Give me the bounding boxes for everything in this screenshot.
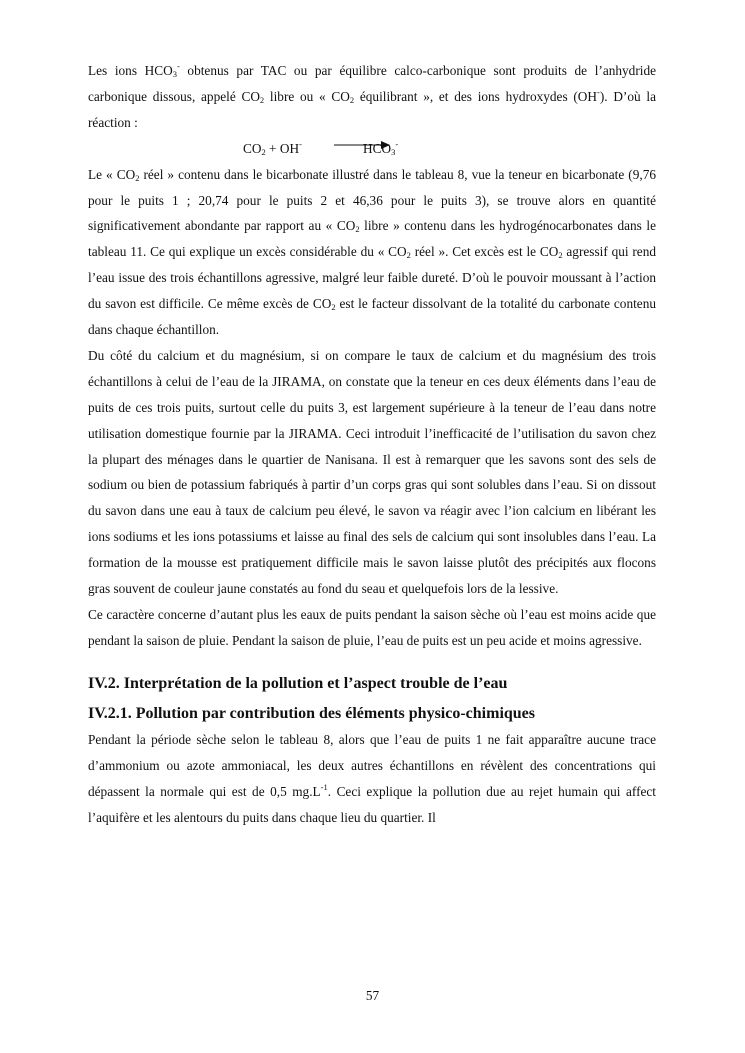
reaction-product: $HCO_3^-$ xyxy=(363,138,399,157)
chemical-reaction xyxy=(88,136,656,162)
section-heading-iv2: IV.2. Interprétation de la pollution et l’aspect trouble de l’eau xyxy=(88,674,508,692)
page-number: 57 xyxy=(365,988,380,1003)
reaction-reactants: $CO_2 + OH^-$ xyxy=(243,138,302,157)
paragraph-ammonium-pollution: Pendant la période sèche selon le tableau 8, alors que l’eau de puits 1 ne fait apparaître aucune trace d’ammonium ou azote ammoniacal, les deux autres échantillons en révèlent des concentrations qui dépassent la normale qui est de 0,5 $mg.L^{-1}$. Ceci explique la pollution due au rejet humain qui affect l’aquifère et les alentours du puits dans chaque lieu du quartier. Il xyxy=(88,731,656,825)
subsection-heading-iv21: IV.2.1. Pollution par contribution des éléments physico-chimiques xyxy=(88,704,536,722)
paragraph-bicarbonate-origin: Les ions $HCO_3^-$ obtenus par TAC ou par équilibre calco-carbonique sont produits de l’anhydride carbonique dissous, appelé $CO_2$ libre ou « $CO_2$ équilibrant », et des ions hydroxydes (OH-). D’où la réaction : xyxy=(88,61,656,130)
paragraph-dry-season: Ce caractère concerne d’autant plus les eaux de puits pendant la saison sèche où l’eau est moins acide que pendant la saison de pluie. Pendant la saison de pluie, l’eau de puits est un peu acide et moins agressive. xyxy=(88,607,656,648)
paragraph-co2-reel: Le « $CO_2$ réel » contenu dans le bicarbonate illustré dans le tableau 8, vue la teneur en bicarbonate (9,76 pour le puits 1 ; 20,74 pour le puits 2 et 46,36 pour le puits 3), se trouve alors en quantité significativement abondante par rapport au « $CO_2$ libre » contenu dans les hydrogénocarbonates dans le tableau 11. Ce qui explique un excès considérable du « $CO_2$ réel ». Cet excès est le $CO_2$ agressif qui rend l’eau issue des trois échantillons agressive, malgré leur faible dureté. D’où le pouvoir moussant à l’action du savon est difficile. Ce même excès de $CO_2$ est le facteur dissolvant de la totalité du carbonate contenu dans chaque échantillon. xyxy=(88,166,657,338)
document-body xyxy=(88,58,656,830)
paragraph-calcium-magnesium: Du côté du calcium et du magnésium, si on compare le taux de calcium et du magnésium des trois échantillons à celui de l’eau de la JIRAMA, on constate que la teneur en ces deux éléments dans l’eau de puits de ces trois puits, surtout celle du puits 3, est largement supérieure à la teneur de l’eau dans notre utilisation domestique fournie par la JIRAMA. Ceci introduit l’inefficacité de l’utilisation du savon chez la plupart des ménages dans le quartier de Nanisana. Il est à remarquer que les savons sont des sels de sodium ou bien de potassium fabriqués à partir d’un corps gras qui sont solubles dans l’eau. Si on dissout du savon dans une eau à taux de calcium peu élevé, le savon va réagir avec l’ion calcium en libérant les ions sodiums et les ions potassiums et laisse au final des sels de calcium qui sont insolubles dans l’eau. La formation de la mousse est pratiquement difficile mais le savon laisse plutôt des précipités aux flocons gras souvent de couleur jaune constatés au fond du seau et quelquefois lors de la lessive. xyxy=(88,347,656,597)
